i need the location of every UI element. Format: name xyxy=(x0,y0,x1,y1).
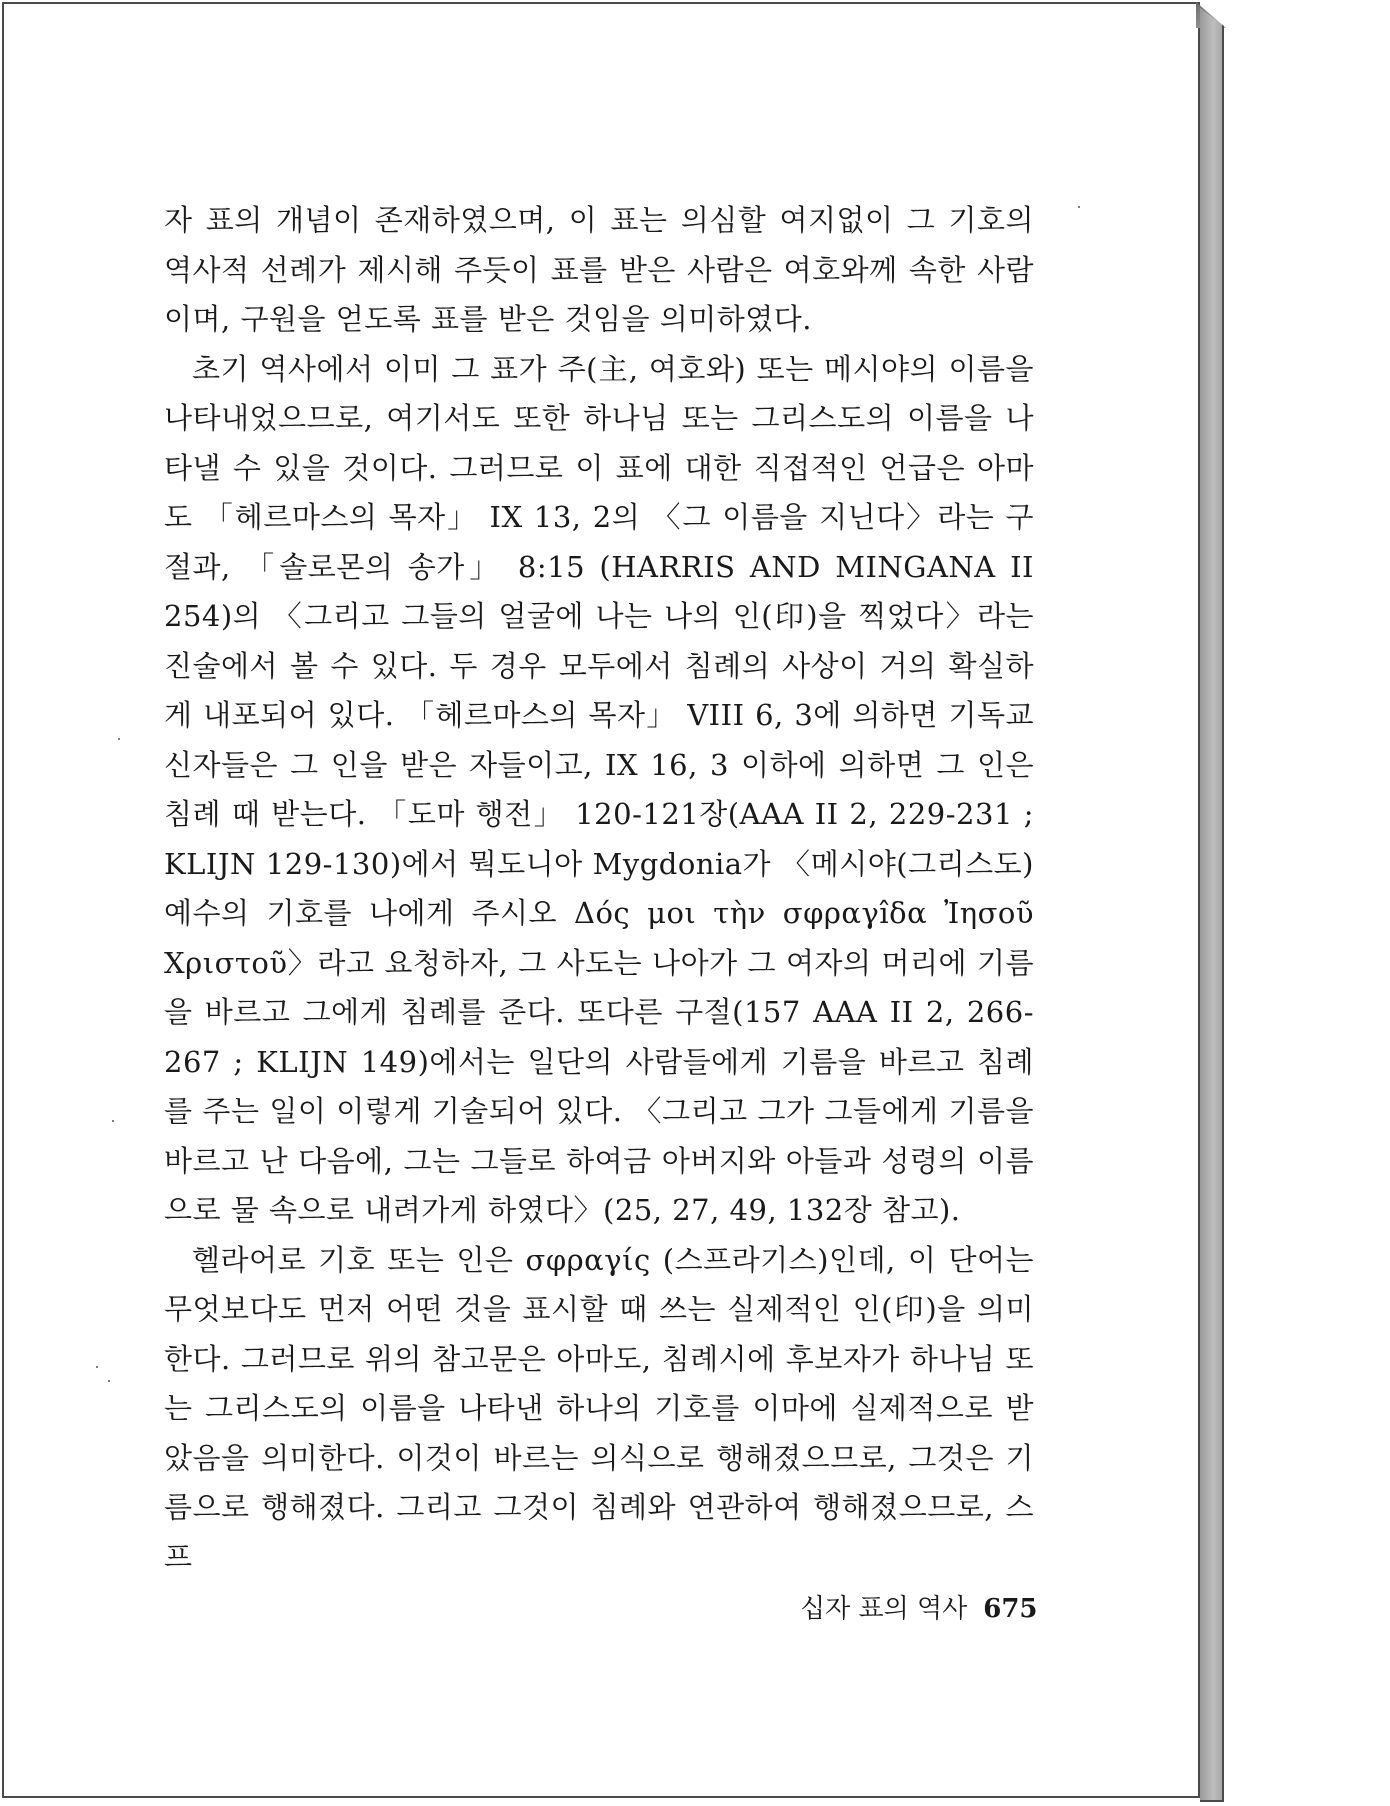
page-edge xyxy=(1200,8,1224,1802)
scan-speck xyxy=(108,1380,110,1382)
scan-speck xyxy=(112,1120,114,1122)
paragraph-2: 초기 역사에서 이미 그 표가 주(主, 여호와) 또는 메시야의 이름을 나타내었으므로, 여기서도 또한 하나님 또는 그리스도의 이름을 나타낼 수 있을 것이다. 그러므로 이 표에 대한 직접적인 언급은 아마도 「헤르마스의 목자」 IX 13, 2의 〈그 이름을 지닌다〉라는 구절과, 「솔로몬의 송가」 8:15 (HARRIS AND MINGANA II 254)의 〈그리고 그들의 얼굴에 나는 나의 인(印)을 찍었다〉라는 진술에서 볼 수 있다. 두 경우 모두에서 침례의 사상이 거의 확실하게 내포되어 있다. 「헤르마스의 목자」 VIII 6, 3에 의하면 기독교 신자들은 그 인을 받은 자들이고, IX 16, 3 이하에 의하면 그 인은 침례 때 받는다. 「도마 행전」 120-121장(AAA II 2, 229-231 ; KLIJN 129-130)에서 뭑도니아 Mygdonia가 〈메시야(그리스도) 예수의 기호를 나에게 주시오 Δός μοι τὴν σφραγîδα Ἰησοῦ Χριστοῦ〉라고 요청하자, 그 사도는 나아가 그 여자의 머리에 기름을 바르고 그에게 침례를 준다. 또다른 구절(157 AAA II 2, 266-267 ; KLIJN 149)에서는 일단의 사람들에게 기름을 바르고 침례를 주는 일이 이렇게 기술되어 있다. 〈그리고 그가 그들에게 기름을 바르고 난 다음에, 그는 그들로 하여금 아버지와 아들과 성령의 이름으로 물 속으로 내려가게 하였다〉(25, 27, 49, 132장 참고). xyxy=(164,351,1034,1227)
page-number: 675 xyxy=(983,1594,1038,1624)
scan-speck xyxy=(96,1366,98,1368)
running-title: 십자 표의 역사 xyxy=(800,1594,968,1624)
scan-speck xyxy=(118,738,120,740)
paragraph-1: 자 표의 개념이 존재하였으며, 이 표는 의심할 여지없이 그 기호의 역사적 선례가 제시해 주듯이 표를 받은 사람은 여호와께 속한 사람이며, 구원을 얻도록 표를 받은 것임을 의미하였다. xyxy=(164,203,1034,336)
paragraph-3: 헬라어로 기호 또는 인은 σφραγίς (스프라기스)인데, 이 단어는 무엇보다도 먼저 어떤 것을 표시할 때 쓰는 실제적인 인(印)을 의미한다. 그러므로 위의 참고문은 아마도, 침례시에 후보자가 하나님 또는 그리스도의 이름을 나타낸 하나의 기호를 이마에 실제적으로 받았음을 의미한다. 이것이 바르는 의식으로 행해졌으므로, 그것은 기름으로 행해졌다. 그리고 그것이 침례와 연관하여 행해졌으므로, 스프 xyxy=(164,1242,1034,1574)
page-footer xyxy=(800,1588,1038,1625)
body-text xyxy=(164,196,1034,1582)
scan-speck xyxy=(1078,206,1080,208)
